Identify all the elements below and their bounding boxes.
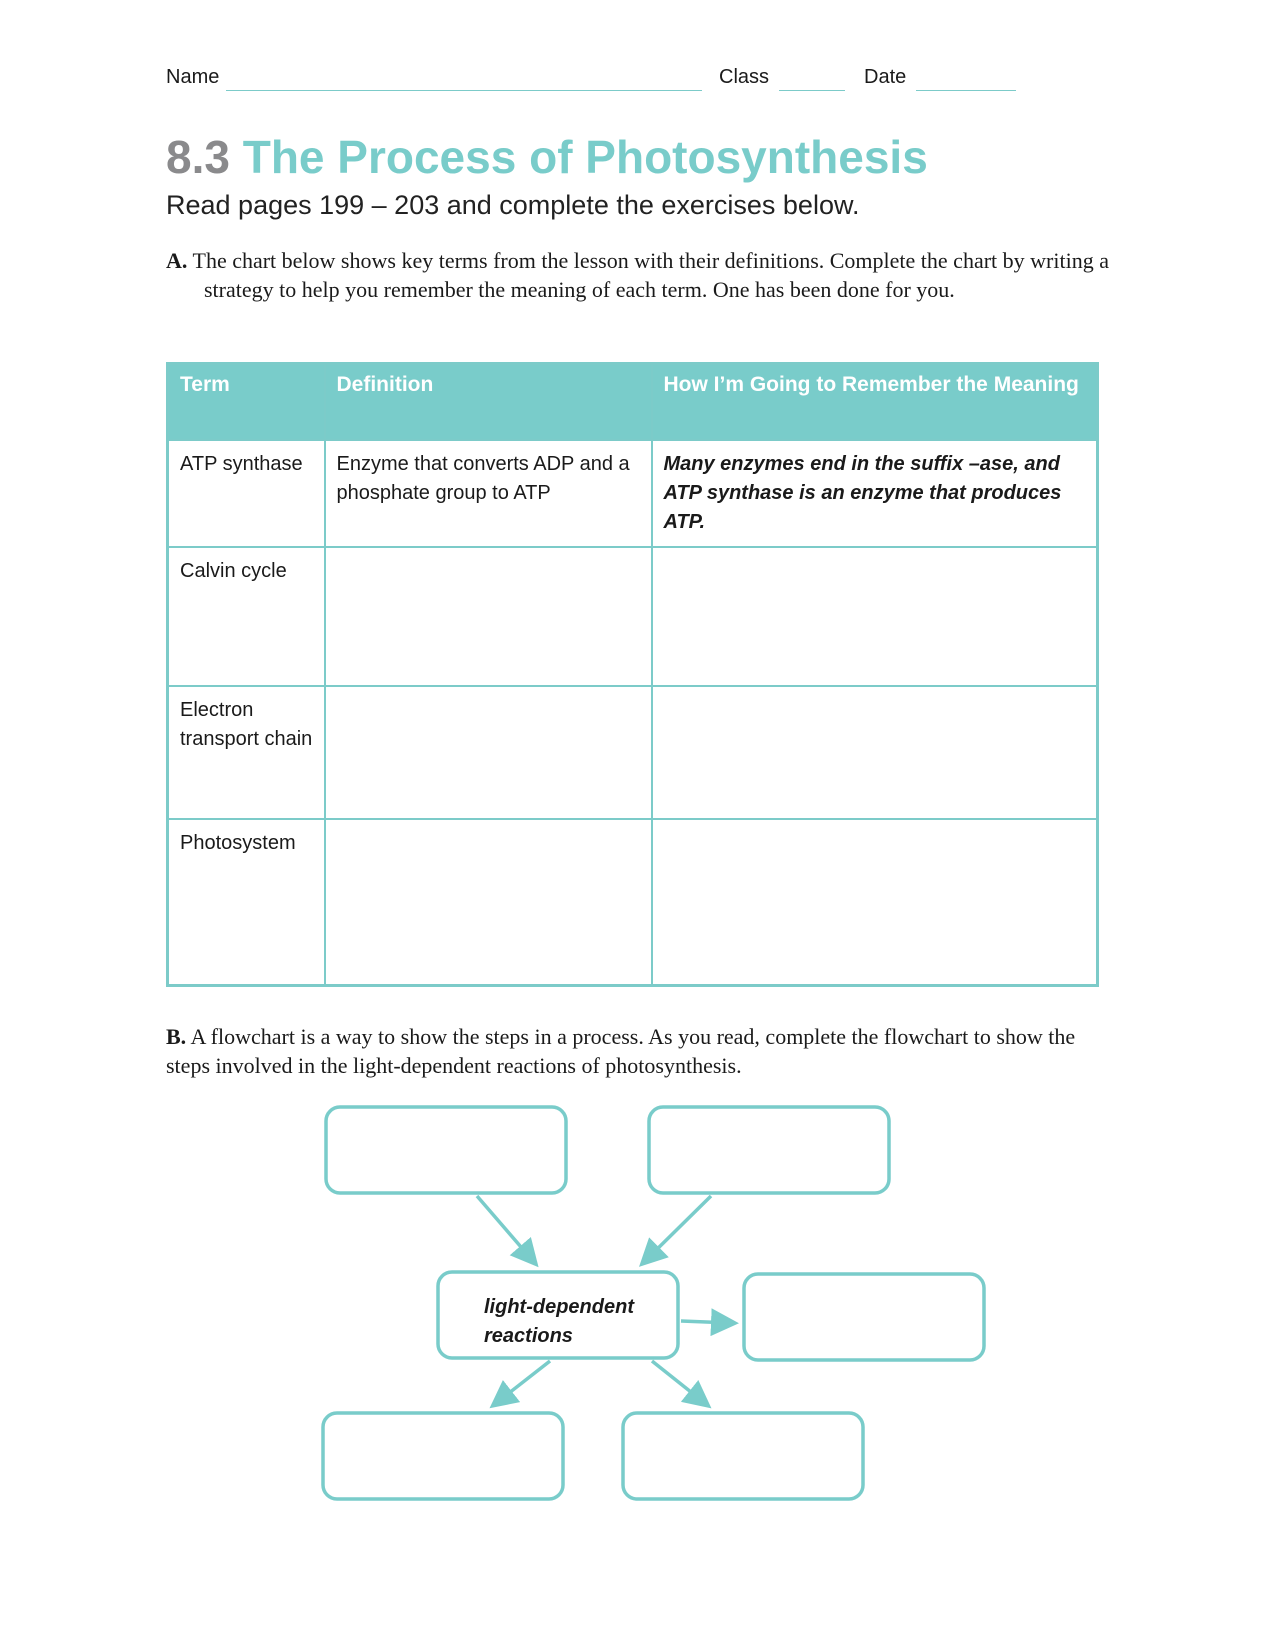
section-a-instructions xyxy=(166,246,1116,304)
definition-cell: Enzyme that converts ADP and a phosphate group to ATP xyxy=(325,440,652,547)
section-a-text: The chart below shows key terms from the lesson with their definitions. Complete the chart by writing a strategy to help you remember the meaning of each term. One has been done for you. xyxy=(192,248,1109,302)
reading-assignment: Read pages 199 – 203 and complete the exercises below. xyxy=(166,190,860,220)
flowchart-center-label xyxy=(484,1293,634,1351)
student-info-header xyxy=(166,66,1026,92)
table-header-row xyxy=(168,364,1098,441)
arrow-top-right-to-center xyxy=(644,1196,711,1262)
strategy-cell-blank[interactable] xyxy=(652,686,1098,819)
section-b-instructions xyxy=(166,1022,1096,1080)
term-cell: ATP synthase xyxy=(168,440,325,547)
flowchart-box-top-left[interactable] xyxy=(326,1107,566,1193)
class-label: Class xyxy=(719,66,770,88)
section-b-letter: B. xyxy=(166,1024,187,1049)
table-row xyxy=(168,440,1098,547)
lesson-title: The Process of Photosynthesis xyxy=(242,131,928,183)
center-label-line2: reactions xyxy=(484,1325,573,1347)
term-cell: Photosystem xyxy=(168,819,325,985)
date-field[interactable] xyxy=(916,90,1016,91)
table-row xyxy=(168,819,1098,985)
arrow-top-left-to-center xyxy=(477,1196,534,1262)
column-header-definition: Definition xyxy=(325,364,652,441)
term-cell: Electron transport chain xyxy=(168,686,325,819)
table-row xyxy=(168,686,1098,819)
date-label: Date xyxy=(864,66,907,88)
class-field[interactable] xyxy=(779,90,845,91)
arrow-center-to-bottom-left xyxy=(495,1361,550,1404)
strategy-cell: Many enzymes end in the suffix –ase, and ATP synthase is an enzyme that produces ATP. xyxy=(652,440,1098,547)
name-label: Name xyxy=(166,66,220,88)
definition-cell xyxy=(325,547,652,686)
table-row xyxy=(168,547,1098,686)
light-reactions-flowchart xyxy=(0,1100,1275,1520)
flowchart-box-right[interactable] xyxy=(744,1274,984,1360)
lesson-number: 8.3 xyxy=(166,131,230,183)
strategy-cell-blank[interactable] xyxy=(652,819,1098,985)
section-b-text: A flowchart is a way to show the steps in a process. As you read, complete the flowchart to show the steps involved in the light-dependent reactions of photosynthesis. xyxy=(166,1024,1076,1078)
definition-cell xyxy=(325,686,652,819)
center-label-line1: light-dependent xyxy=(484,1296,634,1318)
strategy-cell-blank[interactable] xyxy=(652,547,1098,686)
arrow-center-to-right xyxy=(681,1321,732,1323)
vocabulary-table xyxy=(166,362,1099,987)
column-header-term: Term xyxy=(168,364,325,441)
flowchart-box-bottom-left[interactable] xyxy=(323,1413,563,1499)
term-cell: Calvin cycle xyxy=(168,547,325,686)
name-field[interactable] xyxy=(226,90,702,91)
column-header-strategy: How I’m Going to Remember the Meaning xyxy=(652,364,1098,441)
page-title xyxy=(166,130,928,184)
flowchart-box-top-right[interactable] xyxy=(649,1107,889,1193)
definition-cell xyxy=(325,819,652,985)
arrow-center-to-bottom-right xyxy=(652,1361,706,1404)
flowchart-box-bottom-right[interactable] xyxy=(623,1413,863,1499)
section-a-letter: A. xyxy=(166,248,188,273)
